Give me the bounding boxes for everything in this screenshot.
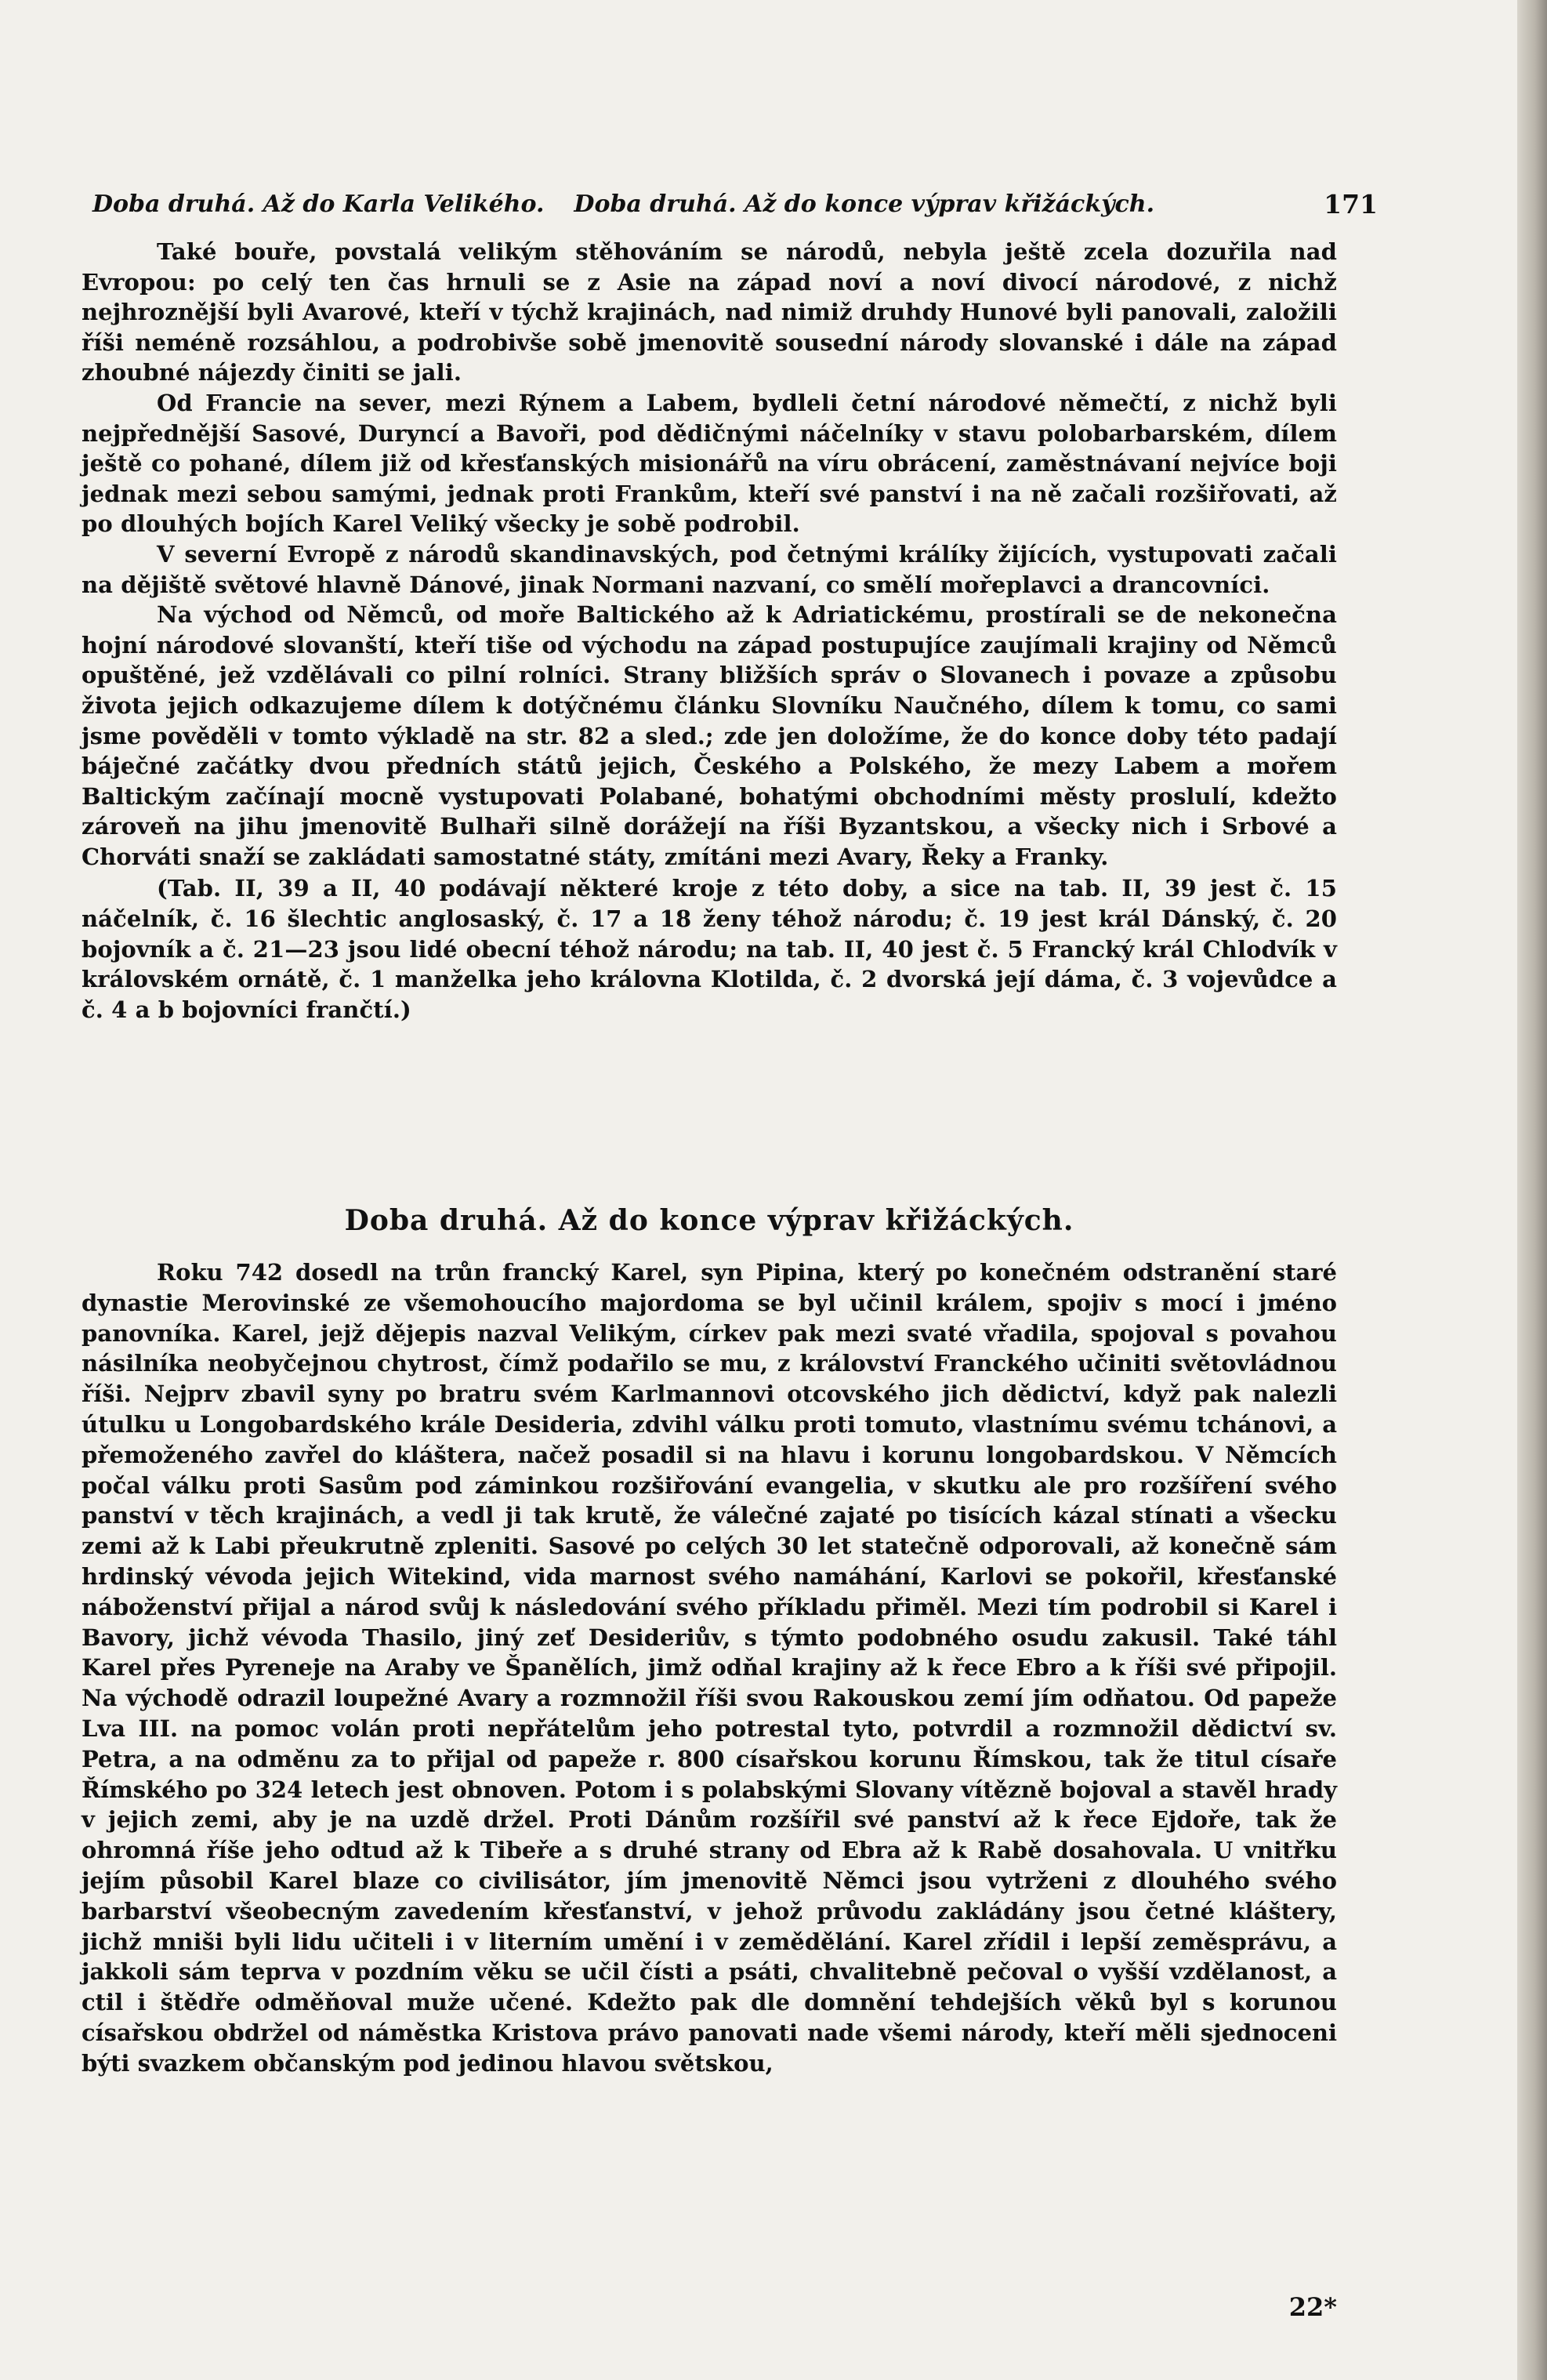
page-number: 171	[1324, 188, 1378, 219]
section-text	[82, 1257, 1337, 2079]
signature-mark: 22*	[1288, 2292, 1337, 2322]
paragraph: Na východ od Němců, od moře Baltického až k Adriatickému, prostírali se de nekonečna hojní národové slovanští, kteří tiše od východu na západ postupujíce zaujímali krajiny od Němců opuštěné, jež vzdělávali co pilní rolníci. Strany bližších správ o Slovanech i povaze a způsobu života jejich odkazujeme dílem k dotýčnému článku Slovníku Naučného, dílem k tomu, co sami jsme pověděli v tomto výkladě na str. 82 a sled.; zde jen doložíme, že do konce doby této padají báječné začátky dvou předních států jejich, Českého a Polského, že mezy Labem a mořem Baltickým začínají mocně vystupovati Polabané, bohatými obchodními městy proslulí, kdežto zároveň na jihu jmenovitě Bulhaři silně dorážejí na říši Byzantskou, a všecky nich i Srbové a Chorváti snaží se zakládati samostatné státy, zmítáni mezi Avary, Řeky a Franky.	[82, 601, 1337, 870]
section-title: Doba druhá. Až do konce výprav křižáckých.	[344, 1204, 1074, 1237]
header-right: Doba druhá. Až do konce výprav křižáckých.	[574, 190, 1155, 218]
paragraph: Také bouře, povstalá velikým stěhováním se národů, nebyla ještě zcela dozuřila nad Evropou: po celý ten čas hrnuli se z Asie na západ noví a noví divocí národové, z nichž nejhroznější byli Avarové, kteří v týchž krajinách, nad nimiž druhdy Hunové byli panovali, založili říši neméně rozsáhlou, a podrobivše sobě jmenovitě sousední národy slovanské i dále na západ zhoubné nájezdy činiti se jali.	[82, 238, 1337, 386]
paragraph: Roku 742 dosedl na trůn francký Karel, syn Pipina, který po konečném odstranění staré dynastie Merovinské ze všemohoucího majordoma se byl učinil králem, spojiv s mocí i jméno panovníka. Karel, jejž dějepis nazval Velikým, církev pak mezi svaté vřadila, spojoval s povahou násilníka neobyčejnou chytrost, čímž podařilo se mu, z království Franckého učiniti světovládnou říši. Nejprv zbavil syny po bratru svém Karlmannovi otcovského jich dědictví, když pak nalezli útulku u Longobardského krále Desideria, zdvihl válku proti tomuto, vlastnímu svému tchánovi, a přemoženého zavřel do kláštera, načež posadil si na hlavu i korunu longobardskou. V Němcích počal válku proti Sasům pod záminkou rozšiřování evangelia, v skutku ale pro rozšíření svého panství v těch krajinách, a vedl ji tak krutě, že válečné zajaté po tisících kázal stínati a všecku zemi až k Labi přeukrutně zpleniti. Sasové po celých 30 let statečně odporovali, až konečně sám hrdinský vévoda jejich Witekind, vida marnost svého namáhání, Karlovi se pokořil, křesťanské náboženství přijal a národ svůj k následování svého příkladu přiměl. Mezi tím podrobil si Karel i Bavory, jichž vévoda Thasilo, jiný zeť Desideriův, s týmto podobného osudu zakusil. Také táhl Karel přes Pyreneje na Araby ve Španělích, jimž odňal krajiny až k řece Ebro a k říši své připojil. Na východě odrazil loupežné Avary a rozmnožil říši svou Rakouskou zemí jím odňatou. Od papeže Lva III. na pomoc volán proti nepřátelům jeho potrestal tyto, potvrdil a rozmnožil dědictví sv. Petra, a na odměnu za to přijal od papeže r. 800 císařskou korunu Římskou, tak že titul císaře Římského po 324 letech jest obnoven. Potom i s polabskými Slovany vítězně bojoval a stavěl hrady v jejich zemi, aby je na uzdě držel. Proti Dánům rozšířil své panství až k řece Ejdoře, tak že ohromná říše jeho odtud až k Tibeře a s druhé strany od Ebra až k Rabě dosahovala. U vnitřku jejím působil Karel blaze co civilisátor, jím jmenovitě Němci jsou vytrženi z dlouhého svého barbarství všeobecným zavedením křesťanství, v jehož průvodu zakládány jsou četné kláštery, jichž mniši byli lidu učiteli i v literním umění i v zemědělání. Karel zřídil i lepší zeměsprávu, a jakkoli sám teprva v pozdním věku se učil čísti a psáti, chvalitebně pečoval o vyšší vzdělanost, a ctil i štědře odměňoval muže učené. Kdežto pak dle domnění tehdejších věků byl s korunou císařskou obdržel od náměstka Kristova právo panovati nade všemi národy, kteří měli sjednoceni býti svazkem občanským pod jedinou hlavou světskou,	[82, 1259, 1337, 2077]
running-header	[92, 185, 1378, 223]
page-edge-shadow	[1517, 0, 1547, 2380]
main-text	[82, 237, 1337, 1025]
header-left: Doba druhá. Až do Karla Velikého.	[92, 190, 545, 218]
paragraph: (Tab. II, 39 a II, 40 podávají některé kroje z této doby, a sice na tab. II, 39 jest č. 15 náčelník, č. 16 šlechtic anglosaský, č. 17 a 18 ženy téhož národu; č. 19 jest král Dánský, č. 20 bojovník a č. 21—23 jsou lidé obecní téhož národu; na tab. II, 40 jest č. 5 Francký král Chlodvík v královském ornátě, č. 1 manželka jeho královna Klotilda, č. 2 dvorská její dáma, č. 3 vojevůdce a č. 4 a b bojovníci frančtí.)	[82, 875, 1337, 1023]
paragraph: V severní Evropě z národů skandinavských, pod četnými králíky žijících, vystupovati začali na dějiště světové hlavně Dánové, jinak Normani nazvaní, co smělí mořeplavci a drancovníci.	[82, 540, 1337, 598]
paragraph: Od Francie na sever, mezi Rýnem a Labem, bydleli četní národové němečtí, z nichž byli nejpřednější Sasové, Duryncí a Bavoři, pod dědičnými náčelníky v stavu polobarbarském, dílem ještě co pohané, dílem již od křesťanských misionářů na víru obrácení, zaměstnávaní nejvíce boji jednak mezi sebou samými, jednak proti Frankům, kteří své panství i na ně začali rozšiřovati, až po dlouhých bojích Karel Veliký všecky je sobě podrobil.	[82, 389, 1337, 538]
